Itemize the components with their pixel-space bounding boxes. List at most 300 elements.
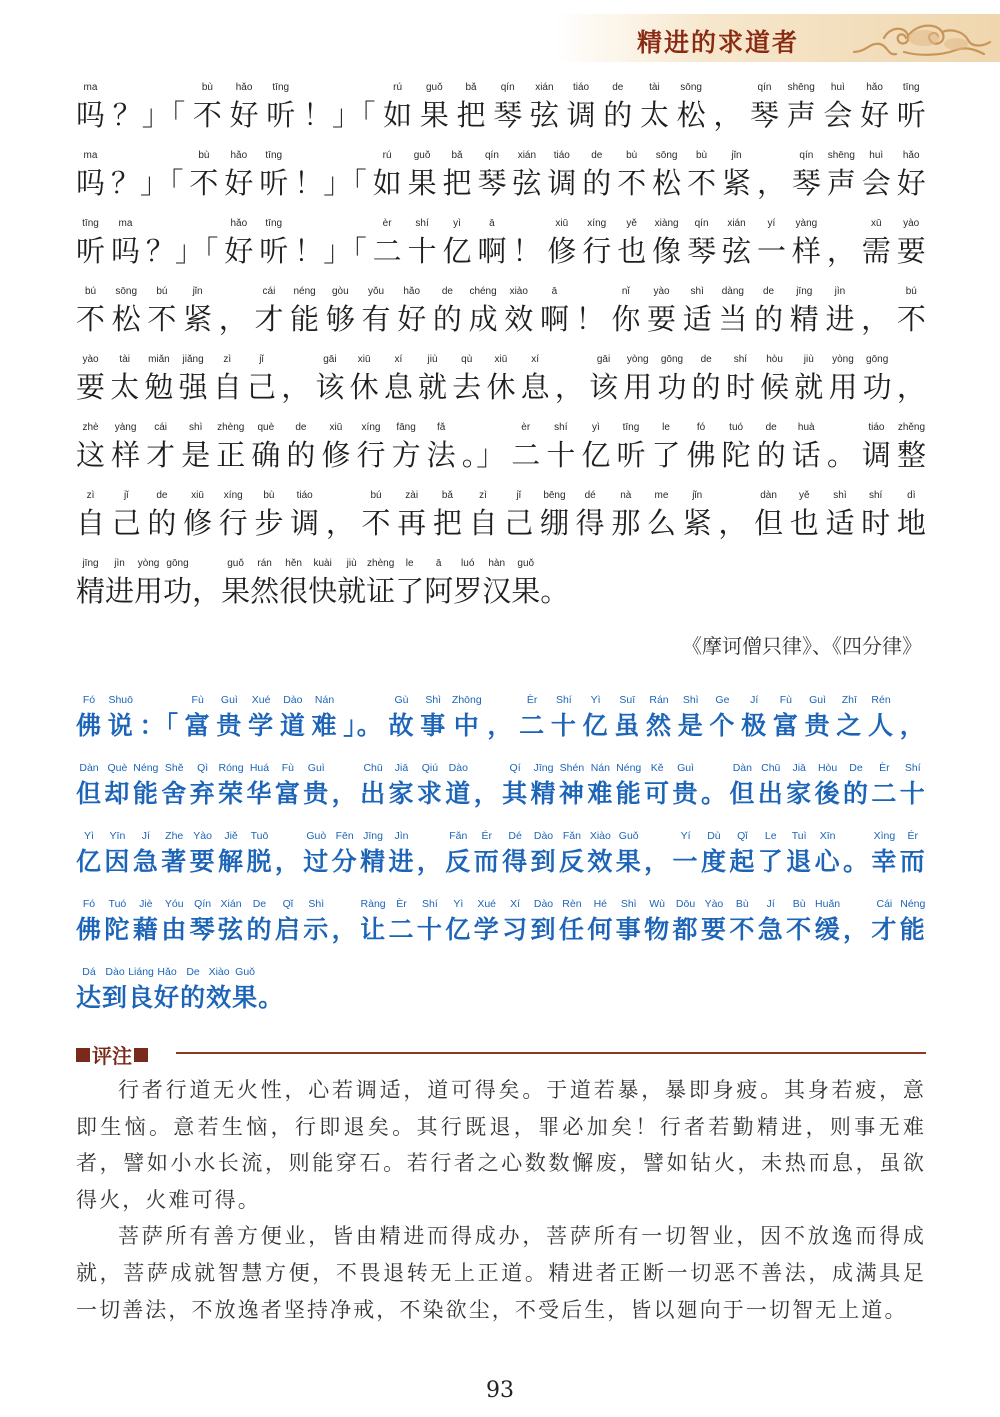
pinyin: shì (833, 490, 847, 501)
ruby-char (729, 896, 755, 964)
ruby-char (897, 216, 926, 284)
pinyin: Èr (879, 762, 890, 774)
ruby-char (147, 284, 176, 352)
hanzi: 由 (161, 915, 188, 944)
hanzi: 么 (647, 506, 677, 540)
hanzi: 示 (303, 915, 330, 944)
hanzi: 了 (395, 574, 425, 608)
hanzi: 进 (825, 302, 855, 336)
ruby-char (246, 760, 272, 828)
ruby-char (897, 80, 926, 148)
pinyin: yào (903, 218, 920, 229)
hanzi: 听 (76, 234, 106, 268)
pinyin: Dào (448, 762, 468, 774)
ruby-char (76, 488, 105, 556)
pinyin: Xián (220, 898, 242, 910)
ruby-char (76, 352, 105, 420)
pinyin: Yí (680, 830, 691, 842)
page-number: 93 (486, 1378, 514, 1403)
ruby-char (104, 828, 130, 896)
ruby-char (828, 352, 857, 420)
hanzi: 出 (360, 779, 387, 808)
pinyin: Róng (218, 762, 244, 774)
ruby-char (388, 760, 414, 828)
pinyin: yòng (137, 558, 160, 569)
pinyin: tīng (272, 82, 290, 93)
ruby-char (611, 488, 640, 556)
hanzi: 的 (180, 983, 207, 1012)
punctuation (757, 148, 786, 216)
hanzi: 要 (189, 847, 216, 876)
ruby-char (190, 760, 216, 828)
pinyin: xí (531, 354, 540, 365)
pinyin: tiáo (573, 82, 590, 93)
hanzi: 像 (652, 234, 682, 268)
hanzi: ， (325, 506, 355, 540)
pinyin: le (662, 422, 670, 433)
ruby-char (259, 148, 288, 216)
hanzi: 行 (582, 234, 612, 268)
ruby-char (792, 420, 821, 488)
hanzi: 得 (502, 847, 529, 876)
hanzi: 强 (178, 370, 208, 404)
ruby-char (383, 80, 412, 148)
hanzi: 然 (645, 711, 672, 740)
pinyin: jiù (346, 558, 357, 569)
pinyin: yào (653, 286, 670, 297)
ruby-char (219, 488, 248, 556)
ruby-char (760, 352, 789, 420)
hanzi: 行 (218, 506, 248, 540)
hanzi: 弃 (189, 779, 216, 808)
hanzi: ？」「 (110, 166, 184, 200)
ruby-char (76, 148, 105, 216)
hanzi: 之 (836, 711, 863, 740)
pinyin: shí (733, 354, 748, 365)
hanzi: ？」「 (145, 234, 219, 268)
hanzi: 紧 (722, 166, 752, 200)
ruby-char (897, 488, 926, 556)
hanzi: 但 (76, 779, 103, 808)
moral-summary (76, 692, 926, 1032)
ruby-char (408, 148, 437, 216)
ruby-char (502, 828, 528, 896)
hanzi: 急 (132, 847, 159, 876)
pinyin: Xiào (208, 966, 230, 978)
hanzi: 整 (896, 438, 926, 472)
ruby-char (248, 692, 274, 760)
ruby-char (445, 828, 471, 896)
ruby-char (180, 964, 206, 1016)
pinyin: ā (551, 286, 558, 297)
moral-line (76, 964, 926, 1032)
ruby-char (493, 80, 522, 148)
hanzi: 十 (416, 915, 443, 944)
pinyin: guǒ (413, 150, 431, 161)
ruby-char (230, 80, 259, 148)
hanzi: 弦 (218, 915, 245, 944)
ruby-char (110, 352, 139, 420)
hanzi: 把 (442, 166, 472, 200)
punctuation (332, 896, 358, 964)
pinyin: cái (154, 422, 168, 433)
ruby-char (616, 828, 642, 896)
hanzi: 难 (587, 779, 614, 808)
punctuation (843, 828, 869, 896)
hanzi: ， (331, 915, 358, 944)
hanzi: 绷 (539, 506, 569, 540)
pinyin: Xué (251, 694, 271, 706)
ruby-char (362, 284, 391, 352)
pinyin: Dào (533, 830, 554, 842)
ruby-char (303, 828, 329, 896)
hanzi: 啊 (477, 234, 507, 268)
hanzi: ， (218, 302, 248, 336)
pinyin: xíng (587, 218, 607, 229)
ruby-char (133, 828, 159, 896)
punctuation (827, 216, 856, 284)
ruby-char (190, 896, 216, 964)
hanzi: 到 (102, 983, 129, 1012)
hanzi: 启 (274, 915, 301, 944)
ruby-char (76, 692, 102, 760)
pinyin: Rán (649, 694, 669, 706)
hanzi: 罗 (453, 574, 483, 608)
hanzi: 亿 (581, 438, 611, 472)
hanzi: 解 (218, 847, 245, 876)
pinyin: Chū (761, 762, 781, 774)
ruby-char (616, 760, 642, 828)
pinyin: ā (435, 558, 442, 569)
hanzi: 极 (741, 711, 768, 740)
pinyin: xū (870, 218, 882, 229)
punctuation (332, 760, 358, 828)
hanzi: 汉 (482, 574, 512, 608)
hanzi: 分 (331, 847, 358, 876)
hanzi: ， (756, 166, 786, 200)
hanzi: 陀 (104, 915, 131, 944)
pinyin: Hòu (817, 762, 838, 774)
hanzi: 休 (349, 370, 379, 404)
punctuation (487, 692, 513, 760)
ruby-char (792, 148, 821, 216)
hanzi: 後 (814, 779, 841, 808)
ruby-char (587, 896, 613, 964)
pinyin: Nán (314, 694, 335, 706)
pinyin: Shén (559, 762, 585, 774)
hanzi: 功 (657, 370, 687, 404)
hanzi: 的 (286, 438, 316, 472)
ruby-char (531, 760, 557, 828)
hanzi: 吗 (76, 166, 106, 200)
punctuation (343, 692, 383, 760)
hanzi: 十 (550, 711, 577, 740)
ruby-char (603, 80, 632, 148)
hanzi: 十 (546, 438, 576, 472)
ruby-char (547, 216, 576, 284)
pinyin: zhěng (897, 422, 926, 433)
hanzi: 的 (147, 506, 177, 540)
ruby-char (469, 488, 498, 556)
hanzi: 学 (473, 915, 500, 944)
hanzi: 亿 (76, 847, 103, 876)
hanzi: 说 (107, 711, 134, 740)
hanzi: 家 (786, 779, 813, 808)
hanzi: 己 (504, 506, 534, 540)
pinyin: shí (868, 490, 883, 501)
hanzi: 好 (154, 983, 181, 1012)
hanzi: 用 (828, 370, 858, 404)
hanzi: 琴 (687, 234, 717, 268)
punctuation (576, 284, 605, 352)
hanzi: 得 (575, 506, 605, 540)
pinyin: chéng (469, 286, 497, 297)
pinyin: Jí (141, 830, 150, 842)
pinyin: hǎo (230, 218, 248, 229)
pinyin: Yì (590, 694, 601, 706)
hanzi: 佛 (686, 438, 716, 472)
pinyin: hǎo (403, 286, 421, 297)
pinyin: Yīn (109, 830, 126, 842)
pinyin: jīng (82, 558, 99, 569)
hanzi: 就 (794, 370, 824, 404)
ruby-char (540, 284, 569, 352)
ruby-char (76, 760, 102, 828)
ruby-char (794, 352, 823, 420)
hanzi: 佛 (76, 711, 103, 740)
hanzi: 样 (791, 234, 821, 268)
ruby-char (617, 216, 646, 284)
pinyin: tīng (265, 218, 283, 229)
hanzi: 自 (212, 370, 242, 404)
pinyin: Qǐ (282, 898, 294, 910)
pinyin: shí (554, 422, 568, 433)
ruby-char (589, 352, 618, 420)
ruby-char (673, 896, 699, 964)
hanzi: 二 (388, 915, 415, 944)
ruby-char (247, 352, 276, 420)
pinyin: shí (415, 218, 429, 229)
pinyin: xiū (191, 490, 204, 501)
ruby-char (321, 420, 350, 488)
ruby-char (871, 828, 897, 896)
pinyin: dì (907, 490, 916, 501)
ruby-char (482, 556, 511, 610)
pinyin: Yào (193, 830, 212, 842)
hanzi: 要 (647, 302, 677, 336)
ruby-char (254, 488, 283, 556)
pinyin: huì (830, 82, 845, 93)
pinyin: Liáng (128, 966, 154, 978)
pinyin: Le (764, 830, 777, 842)
hanzi: 不 (189, 166, 219, 200)
ruby-char (863, 352, 892, 420)
hanzi: 反 (558, 847, 585, 876)
hanzi: 果 (615, 847, 642, 876)
ruby-char (308, 556, 337, 610)
hanzi: 果 (232, 983, 259, 1012)
hanzi: 一 (756, 234, 786, 268)
pinyin: Shuō (108, 694, 133, 706)
ruby-char (144, 352, 173, 420)
ruby-char (445, 896, 471, 964)
ruby-char (687, 216, 716, 284)
pinyin: Ràng (360, 898, 386, 910)
ruby-char (815, 760, 841, 828)
ruby-char (673, 828, 699, 896)
hanzi: 。 (258, 983, 285, 1012)
hanzi: 然 (250, 574, 280, 608)
ruby-char (154, 964, 180, 1016)
pinyin: hǎo (866, 82, 883, 93)
hanzi: 啊 (539, 302, 569, 336)
hanzi: 故 (388, 711, 415, 740)
hanzi: 地 (896, 506, 926, 540)
story-line (76, 420, 926, 488)
hanzi: 有 (361, 302, 391, 336)
hanzi: 都 (672, 915, 699, 944)
hanzi: 声 (826, 166, 856, 200)
punctuation (281, 352, 310, 420)
hanzi: 道 (445, 779, 472, 808)
ruby-char (111, 216, 140, 284)
pinyin: Rén (871, 694, 891, 706)
hanzi: 十 (407, 234, 437, 268)
hanzi: 松 (652, 166, 682, 200)
ruby-char (161, 760, 187, 828)
hanzi: 求 (416, 779, 443, 808)
hanzi: 松 (676, 98, 706, 132)
story-line (76, 80, 926, 148)
ruby-char (531, 896, 557, 964)
pinyin: néng (293, 286, 316, 297)
hanzi: 过 (303, 847, 330, 876)
hanzi: 调 (566, 98, 596, 132)
hanzi: 但 (754, 506, 784, 540)
ruby-char (190, 828, 216, 896)
ruby-char (392, 420, 421, 488)
hanzi: 不 (896, 302, 926, 336)
pinyin: Yóu (164, 898, 184, 910)
ruby-char (360, 896, 386, 964)
ruby-char (709, 692, 735, 760)
ruby-char (790, 488, 819, 556)
ruby-char (388, 896, 414, 964)
pinyin: Tuì (791, 830, 807, 842)
ruby-char (424, 556, 453, 610)
hanzi: 二 (372, 234, 402, 268)
hanzi: 紧 (183, 302, 213, 336)
ruby-char (546, 420, 575, 488)
pinyin: de (441, 286, 453, 297)
pinyin: Dé (508, 830, 522, 842)
pinyin: bù (696, 150, 708, 161)
pinyin: zì (86, 490, 95, 501)
pinyin: Fó (82, 898, 96, 910)
ruby-char (540, 488, 569, 556)
hanzi: 事 (615, 915, 642, 944)
pinyin: xiū (329, 422, 343, 433)
hanzi: 缓 (814, 915, 841, 944)
ruby-char (786, 828, 812, 896)
hanzi: 不 (361, 506, 391, 540)
pinyin: De (186, 966, 200, 978)
hanzi: 藉 (132, 915, 159, 944)
pinyin: Jiè (139, 898, 153, 910)
pinyin: qín (500, 82, 515, 93)
ruby-char (790, 284, 819, 352)
pinyin: hǎo (235, 82, 253, 93)
pinyin: fāng (396, 422, 416, 433)
ruby-char (161, 828, 187, 896)
pinyin: shēng (827, 150, 855, 161)
pinyin: guǒ (227, 558, 244, 569)
hanzi: 舍 (161, 779, 188, 808)
ruby-char (254, 284, 283, 352)
hanzi: 太 (110, 370, 140, 404)
hanzi: 的 (246, 915, 273, 944)
pinyin: Hǎo (157, 966, 177, 978)
pinyin: xíng (223, 490, 243, 501)
hanzi: 当 (718, 302, 748, 336)
hanzi: 听 (266, 98, 296, 132)
hanzi: 效 (504, 302, 534, 336)
punctuation (900, 692, 926, 760)
hanzi: 的 (691, 370, 721, 404)
hanzi: 而 (473, 847, 500, 876)
punctuation (192, 556, 221, 610)
pinyin: cái (262, 286, 276, 297)
hanzi: 正 (216, 438, 246, 472)
ruby-char (206, 964, 232, 1016)
hanzi: 这 (76, 438, 106, 472)
ruby-char (836, 692, 862, 760)
ruby-char (76, 828, 102, 896)
pinyin: gòu (331, 286, 349, 297)
pinyin: Shì (308, 898, 325, 910)
ruby-char (646, 692, 672, 760)
hanzi: 阿 (424, 574, 454, 608)
ruby-char (420, 80, 449, 148)
ruby-char (722, 420, 751, 488)
pinyin: zì (223, 354, 232, 365)
hanzi: 不 (687, 166, 717, 200)
ruby-char (420, 692, 446, 760)
ruby-char (673, 760, 699, 828)
pinyin: Suī (619, 694, 636, 706)
ruby-char (350, 352, 379, 420)
ruby-char (133, 896, 159, 964)
hanzi: 紧 (682, 506, 712, 540)
hanzi: 不 (617, 166, 647, 200)
punctuation (718, 488, 747, 556)
pinyin: ma (118, 218, 133, 229)
punctuation (294, 216, 367, 284)
ruby-char (360, 760, 386, 828)
hanzi: 十 (899, 779, 926, 808)
ruby-char (677, 80, 706, 148)
ruby-char (179, 352, 208, 420)
source-citation: 《摩诃僧只律》、《四分律》 (682, 634, 922, 658)
hanzi: 听 (896, 98, 926, 132)
punctuation (275, 828, 301, 896)
hanzi: 果 (407, 166, 437, 200)
punctuation (111, 148, 184, 216)
hanzi: 起 (729, 847, 756, 876)
ruby-char (388, 828, 414, 896)
ruby-char (280, 692, 306, 760)
pinyin: De (252, 898, 267, 910)
